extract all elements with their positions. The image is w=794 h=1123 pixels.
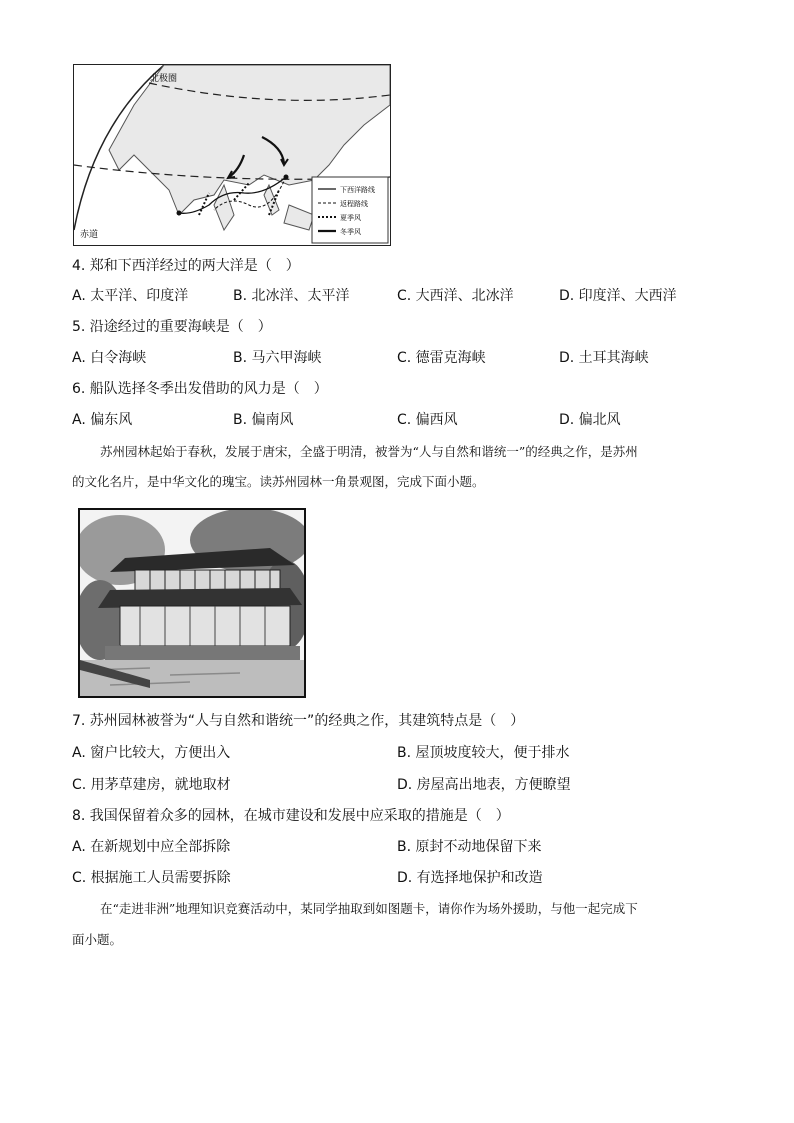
q8-option-c[interactable]: C. 根据施工人员需要拆除 [72, 870, 231, 886]
suzhou-garden-photo [78, 508, 306, 698]
q6-option-d[interactable]: D. 偏北风 [559, 412, 621, 428]
suzhou-intro-line-1: 苏州园林起始于春秋，发展于唐宋，全盛于明清，被誉为“人与自然和谐统一”的经典之作，是苏州 [100, 444, 638, 459]
q7-option-a[interactable]: A. 窗户比较大，方便出入 [72, 745, 231, 761]
legend-summer-monsoon: 夏季风 [340, 214, 361, 222]
africa-intro-line-1: 在“走进非洲”地理知识竞赛活动中，某同学抽取到如图题卡，请你作为场外援助，与他一起完成下 [100, 901, 638, 916]
q7-option-d[interactable]: D. 房屋高出地表，方便瞭望 [397, 777, 571, 793]
legend-winter-monsoon: 冬季风 [340, 228, 361, 236]
q7-option-b[interactable]: B. 屋顶坡度较大，便于排水 [397, 745, 570, 761]
q4-option-a[interactable]: A. 太平洋、印度洋 [72, 288, 189, 304]
question-7-stem: 7. 苏州园林被誉为“人与自然和谐统一”的经典之作，其建筑特点是（ ） [72, 713, 525, 729]
zheng-he-route-map [73, 64, 391, 246]
question-4-stem: 4. 郑和下西洋经过的两大洋是（ ） [72, 258, 300, 274]
africa-intro-line-2: 面小题。 [72, 932, 123, 947]
legend-route: 下西洋路线 [340, 186, 375, 194]
q4-option-c[interactable]: C. 大西洋、北冰洋 [397, 288, 514, 304]
q4-option-b[interactable]: B. 北冰洋、太平洋 [233, 288, 350, 304]
question-8-stem: 8. 我国保留着众多的园林，在城市建设和发展中应采取的措施是（ ） [72, 808, 510, 824]
label-equator: 赤道 [80, 230, 99, 240]
suzhou-intro-line-2: 的文化名片，是中华文化的瑰宝。读苏州园林一角景观图，完成下面小题。 [72, 474, 485, 489]
question-5-stem: 5. 沿途经过的重要海峡是（ ） [72, 319, 272, 335]
q7-option-c[interactable]: C. 用茅草建房，就地取材 [72, 777, 231, 793]
question-6-stem: 6. 船队选择冬季出发借助的风力是（ ） [72, 381, 328, 397]
q6-option-a[interactable]: A. 偏东风 [72, 412, 133, 428]
q8-option-d[interactable]: D. 有选择地保护和改造 [397, 870, 543, 886]
q6-option-b[interactable]: B. 偏南风 [233, 412, 294, 428]
legend-return: 返程路线 [340, 200, 368, 208]
q5-option-a[interactable]: A. 白令海峡 [72, 350, 147, 366]
q4-option-d[interactable]: D. 印度洋、大西洋 [559, 288, 677, 304]
q5-option-b[interactable]: B. 马六甲海峡 [233, 350, 322, 366]
q8-option-b[interactable]: B. 原封不动地保留下来 [397, 839, 542, 855]
q6-option-c[interactable]: C. 偏西风 [397, 412, 458, 428]
q8-option-a[interactable]: A. 在新规划中应全部拆除 [72, 839, 231, 855]
q5-option-d[interactable]: D. 土耳其海峡 [559, 350, 649, 366]
q5-option-c[interactable]: C. 德雷克海峡 [397, 350, 486, 366]
label-arctic-circle: 北极圈 [150, 74, 178, 84]
